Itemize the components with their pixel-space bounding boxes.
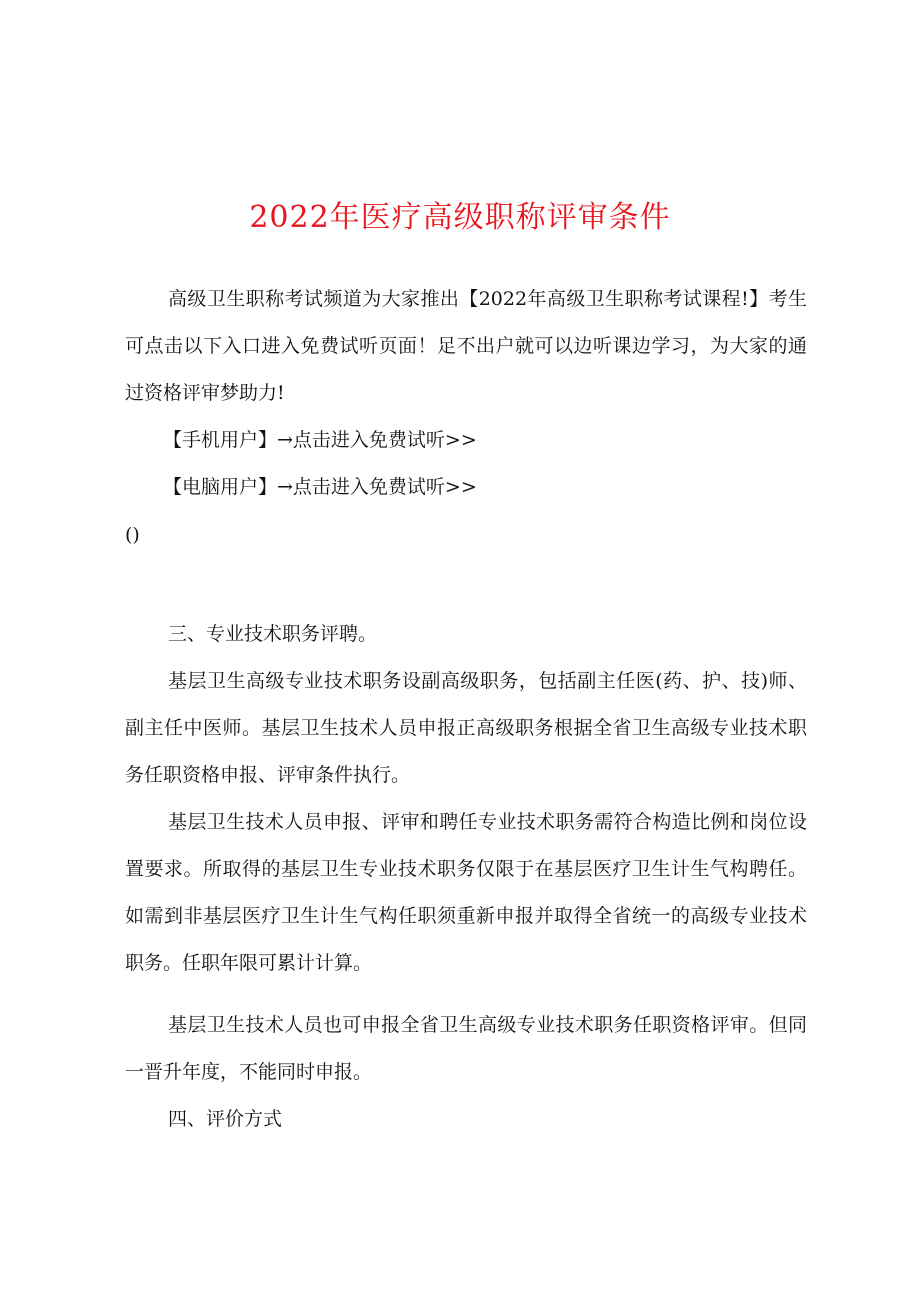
document-title: 2022年医疗高级职称评审条件 (249, 200, 671, 235)
blank-parentheses: () (125, 524, 140, 546)
section-3-paragraph-3: 基层卫生技术人员也可申报全省卫生高级专业技术职务任职资格评审。但同一晋升年度，不能同时申报。 (125, 1014, 807, 1083)
mobile-user-link[interactable]: 【手机用户】→点击进入免费试听>> (163, 429, 477, 451)
section-3-paragraph-1: 基层卫生高级专业技术职务设副高级职务，包括副主任医(药、护、技)师、副主任中医师。基层卫生技术人员申报正高级职务根据全省卫生高级专业技术职务任职资格申报、评审条件执行。 (125, 670, 807, 786)
section-4-heading: 四、评价方式 (168, 1108, 283, 1130)
section-3-paragraph-2: 基层卫生技术人员申报、评审和聘任专业技术职务需符合构造比例和岗位设置要求。所取得的基层卫生专业技术职务仅限于在基层医疗卫生计生气构聘任。如需到非基层医疗卫生计生气构任职须重新申报并取得全省统一的高级专业技术职务。任职年限可累计计算。 (125, 811, 807, 974)
pc-user-link[interactable]: 【电脑用户】→点击进入免费试听>> (163, 476, 477, 498)
section-3-heading: 三、专业技术职务评聘。 (168, 623, 378, 645)
intro-paragraph: 高级卫生职称考试频道为大家推出【2022年高级卫生职称考试课程!】考生可点击以下入口进入免费试听页面！足不出户就可以边听课边学习，为大家的通过资格评审梦助力! (125, 288, 807, 404)
